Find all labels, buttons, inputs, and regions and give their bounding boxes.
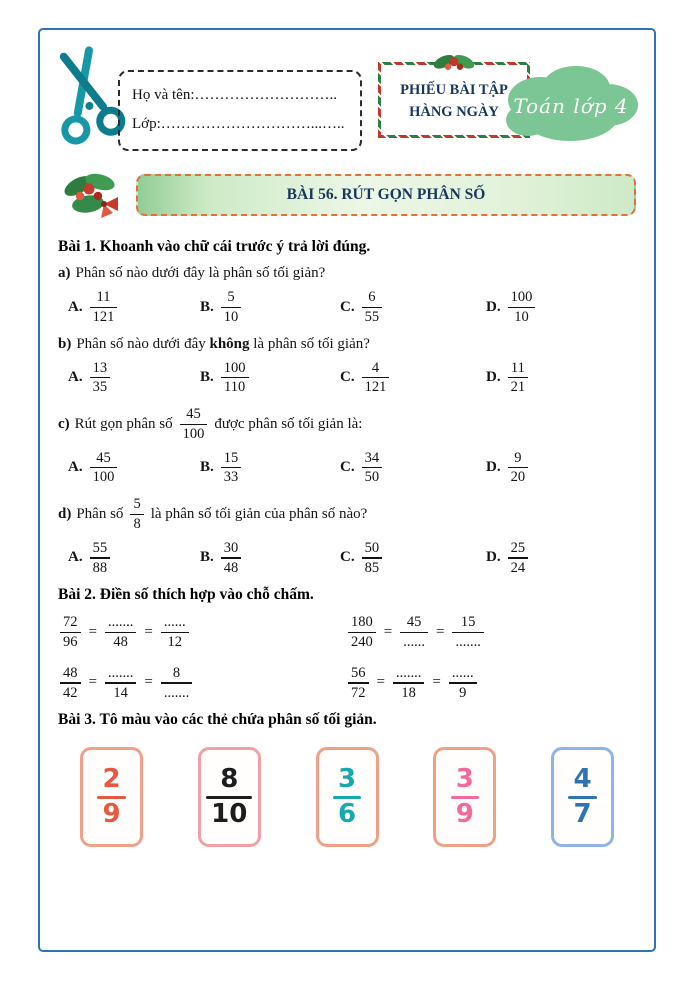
question-text-pre: Phân số: [76, 505, 124, 522]
option-C: [340, 540, 486, 577]
question-text-post: là phân số tối giản của phân số nào?: [150, 505, 368, 522]
holly-icon: [431, 49, 477, 77]
name-line: Họ và tên:………………………..: [132, 87, 337, 103]
fraction: $\frac{11}{21}$: [508, 360, 529, 397]
fraction: $\frac{45}{......}$: [400, 614, 428, 651]
fraction-bar: [508, 557, 529, 558]
option-B: [200, 289, 340, 326]
fraction-bar: [393, 682, 424, 683]
option-letter: B.: [200, 549, 214, 566]
fraction-cards-row: [58, 733, 636, 847]
fraction: $\frac{5}{8}$: [130, 496, 143, 533]
fraction-bar: [161, 682, 192, 683]
option-letter: C.: [340, 369, 355, 386]
fraction-bar: [161, 632, 189, 633]
badge-title-line2: HÀNG NGÀY: [409, 103, 499, 120]
option-letter: B.: [200, 298, 214, 315]
lesson-title-banner: BÀI 56. RÚT GỌN PHÂN SỐ: [136, 174, 636, 216]
option-B: [200, 540, 340, 577]
question-label: c): [58, 415, 70, 432]
question-label: b): [58, 335, 72, 352]
equation-4: [348, 665, 636, 702]
exercise-3: [58, 711, 636, 847]
fraction: $\frac{34}{50}$: [362, 450, 383, 487]
exercise-1-heading: Bài 1. Khoanh vào chữ cái trước ý trả lời đúng.: [58, 238, 371, 255]
worksheet-header: [58, 42, 636, 162]
option-letter: B.: [200, 459, 214, 476]
question-text-pre: Rút gọn phân số: [74, 415, 173, 432]
fraction: $\frac{25}{24}$: [508, 540, 529, 577]
fraction-card: [198, 747, 261, 847]
equation-3: [60, 665, 348, 702]
option-A: [68, 540, 200, 577]
fraction: $\frac{4}{7}$: [568, 766, 596, 828]
student-info-box: [118, 70, 362, 151]
equals-sign: =: [432, 674, 441, 691]
fraction-card: [80, 747, 143, 847]
fraction-bar: [221, 467, 242, 468]
option-letter: D.: [486, 459, 501, 476]
fraction: $\frac{48}{42}$: [60, 665, 81, 702]
equation-2: [348, 614, 636, 651]
options-row-d: [58, 540, 636, 577]
fraction-bar: [180, 424, 208, 425]
exercise-3-heading: Bài 3. Tô màu vào các thẻ chứa phân số tối giản.: [58, 711, 377, 729]
fraction: $\frac{6}{55}$: [362, 289, 383, 326]
question-d: [58, 496, 636, 533]
option-C: [340, 360, 486, 397]
options-row-c: [58, 450, 636, 487]
fraction: $\frac{.......}{14}$: [105, 665, 136, 702]
fraction: $\frac{3}{6}$: [333, 766, 361, 828]
question-text-pre: Phân số nào dưới đây: [76, 335, 210, 352]
fraction: $\frac{55}{88}$: [90, 540, 111, 577]
fraction: $\frac{100}{10}$: [508, 289, 536, 326]
fraction: $\frac{45}{100}$: [180, 406, 208, 443]
fraction-bar: [362, 467, 383, 468]
fraction-bar: [348, 682, 369, 683]
option-letter: C.: [340, 549, 355, 566]
fraction-card: [551, 747, 614, 847]
fraction-bar: [90, 557, 111, 558]
option-letter: B.: [200, 369, 214, 386]
fraction: $\frac{56}{72}$: [348, 665, 369, 702]
option-letter: A.: [68, 459, 83, 476]
option-B: [200, 360, 340, 397]
class-line: Lớp:…………………………...…..: [132, 116, 345, 133]
fraction: $\frac{.......}{18}$: [393, 665, 424, 702]
option-letter: D.: [486, 298, 501, 315]
question-label: a): [58, 265, 71, 281]
fraction-bar: [221, 557, 242, 558]
fraction: $\frac{30}{48}$: [221, 540, 242, 577]
fraction-bar: [362, 307, 383, 308]
badge-title-line1: PHIẾU BÀI TẬP: [400, 82, 508, 98]
fraction: $\frac{72}{96}$: [60, 614, 81, 651]
fraction-bar: [452, 632, 483, 633]
fraction: $\frac{100}{110}$: [221, 360, 249, 397]
title-banner-row: [58, 168, 636, 222]
question-b: [58, 336, 636, 353]
fraction-bar: [449, 682, 477, 683]
option-letter: C.: [340, 298, 355, 315]
equals-sign: =: [144, 623, 153, 640]
fraction-bar: [362, 377, 390, 378]
option-letter: A.: [68, 369, 83, 386]
exercise-1: [58, 238, 636, 576]
fraction-bar: [508, 467, 529, 468]
fraction: $\frac{.......}{48}$: [105, 614, 136, 651]
fraction-bar: [508, 377, 529, 378]
fraction-bar: [130, 514, 143, 515]
fraction: $\frac{15}{33}$: [221, 450, 242, 487]
grade-label: Toán lớp 4: [513, 94, 629, 118]
option-C: [340, 450, 486, 487]
option-C: [340, 289, 486, 326]
fraction: $\frac{9}{20}$: [508, 450, 529, 487]
fraction-bar: [90, 467, 118, 468]
fraction: $\frac{5}{10}$: [221, 289, 242, 326]
fraction: $\frac{2}{9}$: [97, 766, 125, 828]
question-a: [58, 265, 636, 282]
fraction-bar: [90, 377, 111, 378]
exercise-2: [58, 586, 636, 701]
fraction: $\frac{15}{.......}$: [452, 614, 483, 651]
question-text-post: là phân số tối giản?: [249, 335, 370, 352]
question-text-post: được phân số tối giản là:: [214, 415, 363, 432]
fraction-bar: [221, 377, 249, 378]
fraction-bar: [60, 682, 81, 683]
fraction-bar: [348, 632, 376, 633]
option-D: [486, 360, 528, 397]
exercise-2-heading: Bài 2. Điền số thích hợp vào chỗ chấm.: [58, 586, 314, 604]
fraction: $\frac{11}{121}$: [90, 289, 118, 326]
option-letter: C.: [340, 459, 355, 476]
fraction: $\frac{180}{240}$: [348, 614, 376, 651]
option-letter: A.: [68, 549, 83, 566]
grade-cloud-badge: [498, 58, 644, 150]
question-label: d): [58, 505, 72, 522]
fraction-bar: [105, 632, 136, 633]
fraction: $\frac{3}{9}$: [451, 766, 479, 828]
question-text-bold: không: [209, 335, 250, 352]
option-D: [486, 450, 528, 487]
option-A: [68, 289, 200, 326]
fraction: $\frac{45}{100}$: [90, 450, 118, 487]
question-c: [58, 406, 636, 443]
fraction-card: [316, 747, 379, 847]
fraction-card: [433, 747, 496, 847]
equals-sign: =: [144, 674, 153, 691]
holly-bow-icon: [58, 168, 124, 222]
fraction: $\frac{......}{9}$: [449, 665, 477, 702]
fraction-bar: [90, 307, 118, 308]
equation-1: [60, 614, 348, 651]
option-B: [200, 450, 340, 487]
equals-sign: =: [376, 674, 385, 691]
equals-sign: =: [435, 623, 445, 640]
fraction-bar: [105, 682, 136, 683]
option-letter: D.: [486, 549, 501, 566]
fraction: $\frac{8}{.......}$: [161, 665, 192, 702]
option-A: [68, 450, 200, 487]
options-row-a: [58, 289, 636, 326]
option-A: [68, 360, 200, 397]
option-D: [486, 289, 535, 326]
fraction: $\frac{50}{85}$: [362, 540, 383, 577]
options-row-b: [58, 360, 636, 397]
fraction: $\frac{4}{121}$: [362, 360, 390, 397]
fraction-bar: [60, 632, 81, 633]
fraction-bar: [400, 632, 428, 633]
option-D: [486, 540, 528, 577]
option-letter: D.: [486, 369, 501, 386]
equals-sign: =: [88, 674, 97, 691]
equals-sign: =: [383, 623, 393, 640]
question-text: Phân số nào dưới đây là phân số tối giản?: [75, 265, 326, 281]
fraction: $\frac{8}{10}$: [206, 766, 252, 828]
fraction: $\frac{13}{35}$: [90, 360, 111, 397]
fraction-bar: [362, 557, 383, 558]
fraction-bar: [221, 307, 242, 308]
worksheet-frame: [38, 28, 656, 952]
option-letter: A.: [68, 298, 83, 315]
equations-grid: [58, 614, 636, 701]
fraction: $\frac{......}{12}$: [161, 614, 189, 651]
equals-sign: =: [88, 623, 97, 640]
fraction-bar: [508, 307, 536, 308]
